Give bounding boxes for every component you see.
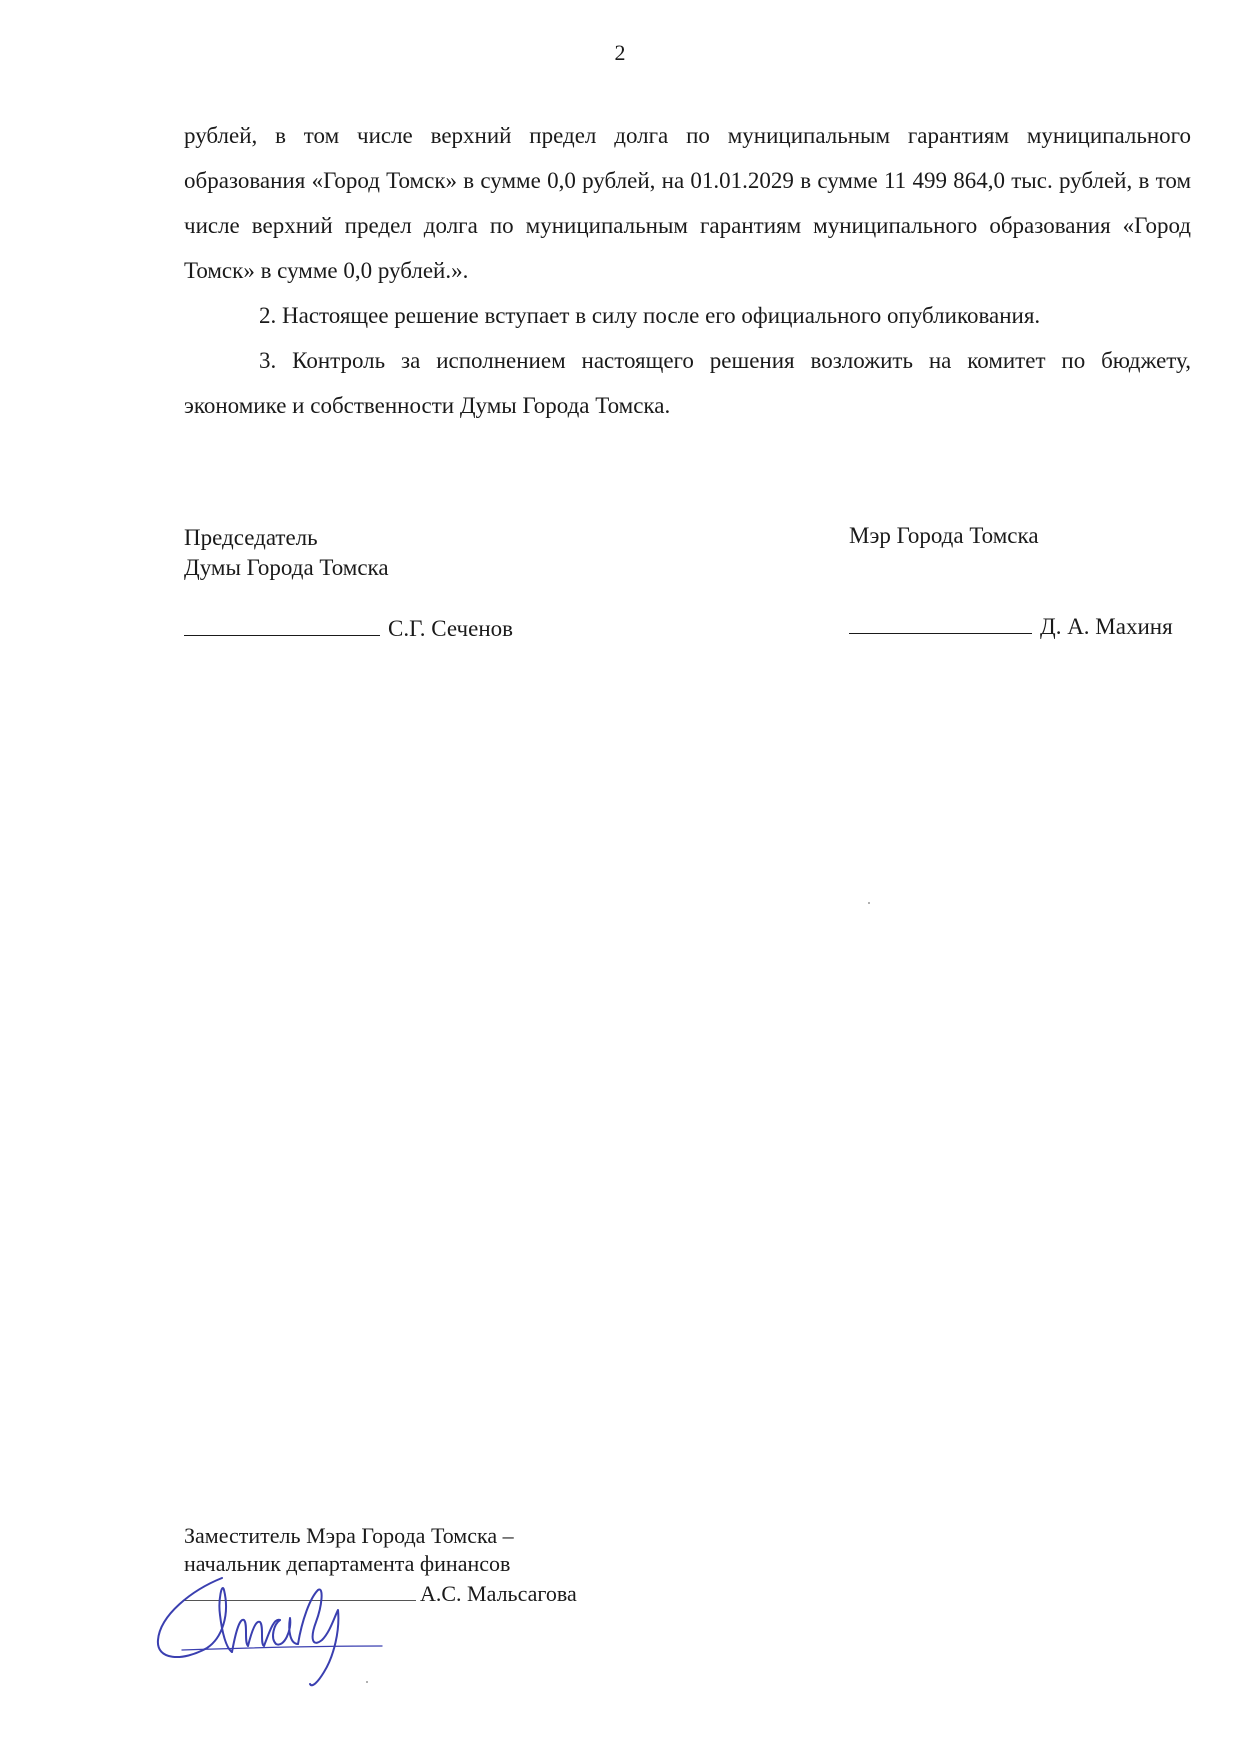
- document-body: [184, 113, 1191, 428]
- chairman-name: С.Г. Сеченов: [388, 616, 513, 641]
- scan-speck: [868, 902, 870, 904]
- mayor-name: Д. А. Махиня: [1040, 614, 1173, 639]
- signature-underline: [849, 611, 1032, 634]
- footer-title-line2: начальник департамента финансов: [184, 1551, 511, 1576]
- paragraph-debt-limit: рублей, в том числе верхний предел долга по муниципальным гарантиям муниципального образования «Город Томск» в сумме 0,0 рублей, на 01.01.2029 в сумме 11 499 864,0 тыс. рублей, в том числе верхний предел долга по муниципальным гарантиям муниципального образования «Город Томск» в сумме 0,0 рублей.».: [184, 123, 1191, 283]
- scan-speck: [366, 1681, 368, 1683]
- chairman-title-line2: Думы Города Томска: [184, 555, 389, 580]
- chairman-title: [184, 523, 389, 583]
- chairman-signature-line: [184, 613, 513, 644]
- signature-underline: [184, 613, 380, 636]
- paragraph-control: 3. Контроль за исполнением настоящего решения возложить на комитет по бюджету, экономике и собственности Думы Города Томска.: [184, 348, 1191, 418]
- mayor-title: Мэр Города Томска: [849, 523, 1039, 548]
- footer-title-line1: Заместитель Мэра Города Томска –: [184, 1523, 514, 1548]
- page-number: 2: [614, 40, 626, 65]
- footer-name: А.С. Мальсагова: [420, 1581, 577, 1606]
- paragraph-effective-date: 2. Настоящее решение вступает в силу после его официального опубликования.: [259, 303, 1041, 328]
- chairman-title-line1: Председатель: [184, 525, 318, 550]
- mayor-signature-line: [849, 611, 1191, 642]
- handwritten-signature: [152, 1560, 392, 1690]
